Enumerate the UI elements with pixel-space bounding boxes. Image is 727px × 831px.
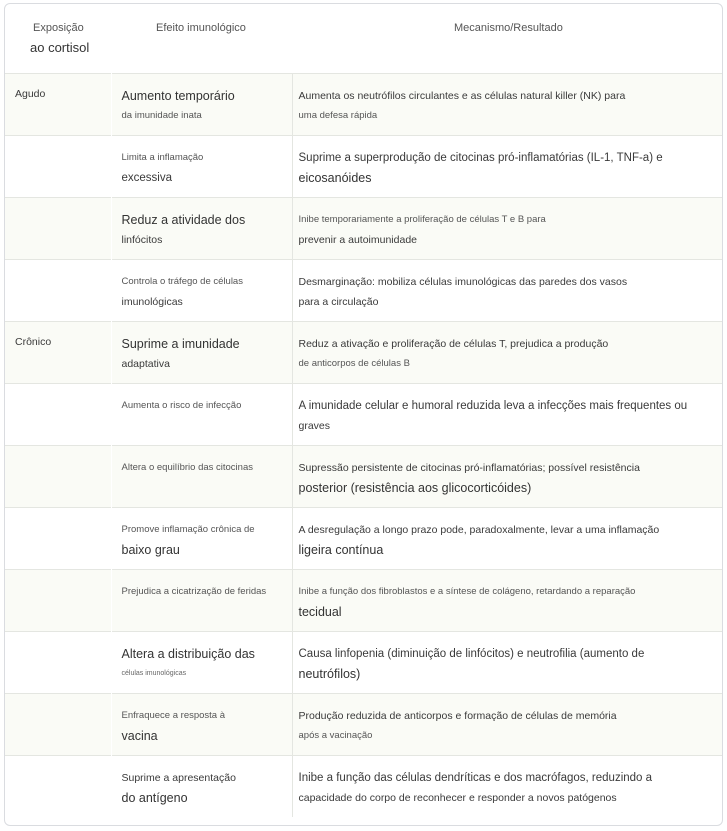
- cell-exposure: [5, 383, 111, 445]
- table-container: [4, 3, 723, 826]
- cell-exposure: [5, 197, 111, 259]
- cell-effect: Prejudica a cicatrização de feridas: [111, 569, 292, 631]
- table-row: [5, 73, 722, 135]
- table-row: [5, 383, 722, 445]
- cell-exposure: [5, 631, 111, 693]
- cell-exposure: [5, 755, 111, 817]
- cell-exposure: Agudo: [5, 73, 111, 135]
- cell-effect: Altera o equilíbrio das citocinas: [111, 445, 292, 507]
- cell-effect: Enfraquece a resposta à vacina: [111, 693, 292, 755]
- cell-result: Inibe a função dos fibroblastos e a síntese de colágeno, retardando a reparação tecidual: [292, 569, 722, 631]
- cell-effect: Aumenta o risco de infecção: [111, 383, 292, 445]
- header-mechanism: Mecanismo/Resultado: [454, 22, 563, 34]
- cell-exposure: [5, 259, 111, 321]
- table-row: [5, 693, 722, 755]
- cell-result: Desmarginação: mobiliza células imunológicas das paredes dos vasos para a circulação: [292, 259, 722, 321]
- table-row: [5, 445, 722, 507]
- table-row: [5, 631, 722, 693]
- cell-exposure: [5, 569, 111, 631]
- cortisol-immune-table: [5, 4, 722, 817]
- cell-exposure: [5, 445, 111, 507]
- cell-effect: Suprime a imunidade adaptativa: [111, 321, 292, 383]
- cell-result: A desregulação a longo prazo pode, paradoxalmente, levar a uma inflamação ligeira contínua: [292, 507, 722, 569]
- table-row: [5, 321, 722, 383]
- cell-result: Suprime a superprodução de citocinas pró-inflamatórias (IL-1, TNF-a) e eicosanóides: [292, 135, 722, 197]
- cell-exposure: Crônico: [5, 321, 111, 383]
- cell-result: Supressão persistente de citocinas pró-inflamatórias; possível resistência posterior (resistência aos glicocorticóides): [292, 445, 722, 507]
- header-effect: Efeito imunológico: [156, 22, 246, 34]
- cell-result: Produção reduzida de anticorpos e formação de células de memória após a vacinação: [292, 693, 722, 755]
- cell-effect: Altera a distribuição das células imunológicas: [111, 631, 292, 693]
- table-header: [5, 4, 722, 73]
- header-exposure: Exposição ao cortisol: [30, 22, 90, 55]
- table-row: [5, 755, 722, 817]
- table-row: [5, 197, 722, 259]
- cell-effect: Limita a inflamação excessiva: [111, 135, 292, 197]
- cell-exposure: [5, 507, 111, 569]
- cell-effect: Reduz a atividade dos linfócitos: [111, 197, 292, 259]
- cell-result: Aumenta os neutrófilos circulantes e as células natural killer (NK) para uma defesa rápida: [292, 73, 722, 135]
- cell-result: Inibe a função das células dendríticas e dos macrófagos, reduzindo a capacidade do corpo de reconhecer e responder a novos patógenos: [292, 755, 722, 817]
- cell-result: Causa linfopenia (diminuição de linfócitos) e neutrofilia (aumento de neutrófilos): [292, 631, 722, 693]
- cell-result: Reduz a ativação e proliferação de células T, prejudica a produção de anticorpos de células B: [292, 321, 722, 383]
- cell-effect: Promove inflamação crônica de baixo grau: [111, 507, 292, 569]
- cell-effect: Controla o tráfego de células imunológicas: [111, 259, 292, 321]
- table-row: [5, 259, 722, 321]
- table-row: [5, 135, 722, 197]
- table-row: [5, 507, 722, 569]
- cell-result: A imunidade celular e humoral reduzida leva a infecções mais frequentes ou graves: [292, 383, 722, 445]
- cell-result: Inibe temporariamente a proliferação de células T e B para prevenir a autoimunidade: [292, 197, 722, 259]
- cell-exposure: [5, 135, 111, 197]
- cell-effect: Suprime a apresentação do antígeno: [111, 755, 292, 817]
- table-row: [5, 569, 722, 631]
- cell-effect: Aumento temporário da imunidade inata: [111, 73, 292, 135]
- cell-exposure: [5, 693, 111, 755]
